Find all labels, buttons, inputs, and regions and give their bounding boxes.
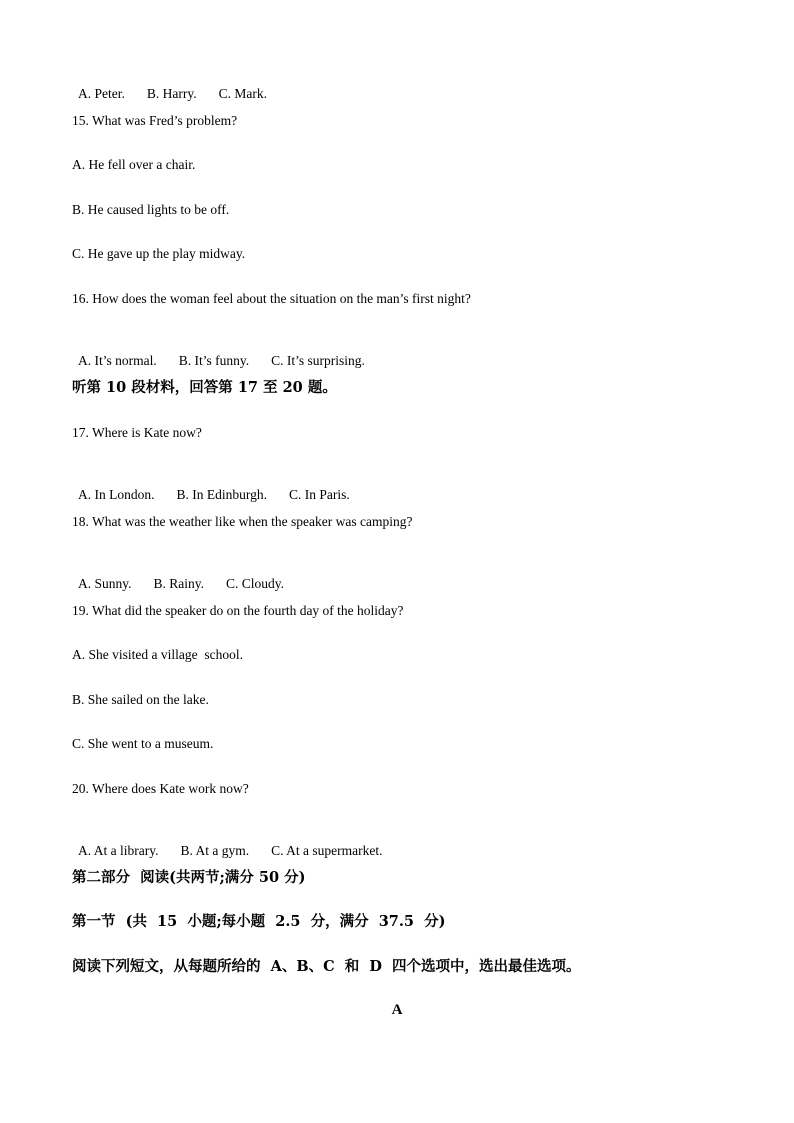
q15-option-c: C. He gave up the play midway. (72, 246, 246, 261)
q18-option-c: C. Cloudy. (226, 576, 285, 591)
q15-option-b: B. He caused lights to be off. (72, 202, 230, 217)
passage-label: A (391, 1002, 403, 1018)
q14-option-b: B. Harry. (146, 86, 197, 101)
q20-option-b: B. At a gym. (180, 843, 250, 858)
q18-option-b: B. Rainy. (153, 576, 205, 591)
q16-option-b: B. It’s funny. (178, 353, 250, 368)
q20-option-c: C. At a supermarket. (271, 843, 383, 858)
q18-question: 18. What was the weather like when the speaker was camping? (72, 514, 413, 529)
q19-question: 19. What did the speaker do on the fourth day of the holiday? (72, 603, 404, 618)
q14-option-c: C. Mark. (218, 86, 268, 101)
q17-option-b: B. In Edinburgh. (176, 487, 268, 502)
section10-instruction: 听第 10 段材料，回答第 17 至 20 题。 (72, 379, 337, 396)
q19-option-b: B. She sailed on the lake. (72, 692, 209, 707)
q16-option-a: A. It’s normal. (78, 353, 157, 368)
q18-options (72, 557, 306, 593)
q20-options (72, 824, 405, 860)
q17-options (72, 468, 372, 504)
q14-options (72, 67, 289, 103)
q16-question: 16. How does the woman feel about the situation on the man’s first night? (72, 291, 471, 306)
part2-title: 第二部分 阅读(共两节;满分 50 分) (72, 869, 306, 886)
part2-instruction: 阅读下列短文，从每题所给的 A、B、C 和 D 四个选项中，选出最佳选项。 (72, 958, 581, 975)
q14-option-a: A. Peter. (78, 86, 125, 101)
q17-option-a: A. In London. (78, 487, 155, 502)
q20-option-a: A. At a library. (78, 843, 159, 858)
q20-question: 20. Where does Kate work now? (72, 781, 249, 796)
q18-option-a: A. Sunny. (78, 576, 132, 591)
q19-option-a: A. She visited a village school. (72, 647, 243, 662)
q15-question: 15. What was Fred’s problem? (72, 113, 238, 128)
q16-option-c: C. It’s surprising. (271, 353, 365, 368)
q15-option-a: A. He fell over a chair. (72, 157, 196, 172)
q19-option-c: C. She went to a museum. (72, 736, 214, 751)
q16-options (72, 334, 387, 370)
q17-option-c: C. In Paris. (289, 487, 350, 502)
q17-question: 17. Where is Kate now? (72, 425, 202, 440)
part2-section1-heading: 第一节 (共 15 小题;每小题 2.5 分，满分 37.5 分) (72, 913, 446, 930)
